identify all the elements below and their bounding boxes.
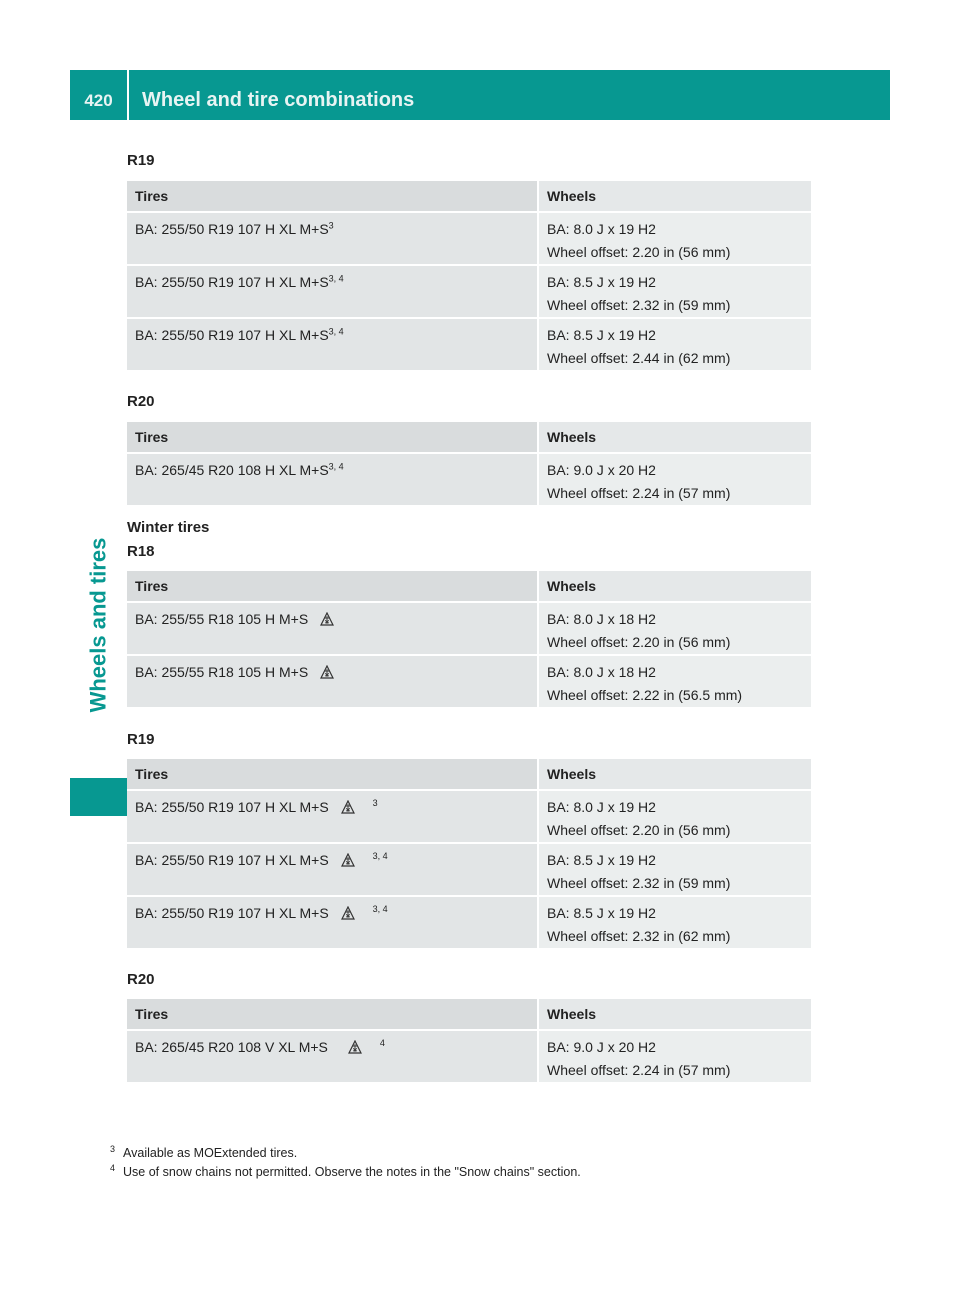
wheel-cell: BA: 9.0 J x 20 H2 Wheel offset: 2.24 in (57 mm) bbox=[537, 1031, 811, 1082]
table-row bbox=[127, 791, 811, 844]
section-heading-r19: R19 bbox=[127, 152, 155, 169]
wheel-cell: BA: 8.0 J x 19 H2 Wheel offset: 2.20 in (56 mm) bbox=[537, 791, 811, 844]
table-row bbox=[127, 266, 811, 319]
col-header-wheels: Wheels bbox=[537, 999, 811, 1031]
tire-cell: BA: 255/50 R19 107 H XL $M+S^3$ bbox=[127, 213, 537, 266]
wheel-cell: BA: 8.5 J x 19 H2 Wheel offset: 2.32 in (59 mm) bbox=[537, 844, 811, 897]
section-heading-r19-winter: R19 bbox=[127, 731, 155, 748]
col-header-wheels: Wheels bbox=[537, 422, 811, 454]
side-section-text: Wheels and tires bbox=[85, 537, 111, 713]
tire-cell: BA: 265/45 R20 108 H XL $M+S^{3, 4}$ bbox=[127, 454, 537, 505]
table-r18-winter bbox=[127, 571, 811, 707]
table-r20-winter bbox=[127, 999, 811, 1082]
tire-cell: BA: 265/45 R20 108 V XL M+S $^4$ bbox=[127, 1031, 537, 1082]
snowflake-mountain-icon bbox=[341, 853, 355, 867]
col-header-tires: Tires bbox=[127, 759, 537, 791]
wheel-cell: BA: 8.5 J x 19 H2 Wheel offset: 2.44 in (62 mm) bbox=[537, 319, 811, 370]
col-header-wheels: Wheels bbox=[537, 571, 811, 603]
section-heading-r18-winter: R18 bbox=[127, 543, 155, 560]
tire-cell: BA: 255/50 R19 107 H XL $M+S^{3, 4}$ bbox=[127, 266, 537, 319]
table-row bbox=[127, 656, 811, 707]
table-row bbox=[127, 897, 811, 948]
col-header-tires: Tires bbox=[127, 999, 537, 1031]
tire-cell: BA: 255/50 R19 107 H XL M+S $^3$ bbox=[127, 791, 537, 844]
side-section-label bbox=[70, 480, 127, 770]
wheel-cell: BA: 8.5 J x 19 H2 Wheel offset: 2.32 in (62 mm) bbox=[537, 897, 811, 948]
table-r19 bbox=[127, 181, 811, 370]
footnote-3: $^3$ Available as MOExtended tires. bbox=[110, 1143, 298, 1160]
tire-cell: BA: 255/50 R19 107 H XL $M+S^{3, 4}$ bbox=[127, 319, 537, 370]
page-header bbox=[70, 70, 890, 120]
table-row bbox=[127, 213, 811, 266]
snowflake-mountain-icon bbox=[320, 612, 334, 626]
col-header-tires: Tires bbox=[127, 181, 537, 213]
table-r19-winter bbox=[127, 759, 811, 948]
wheel-cell: BA: 9.0 J x 20 H2 Wheel offset: 2.24 in (57 mm) bbox=[537, 454, 811, 505]
footnote-4: $^4$ Use of snow chains not permitted. Observe the notes in the "Snow chains" section. bbox=[110, 1162, 581, 1179]
table-row bbox=[127, 319, 811, 370]
section-heading-r20-winter: R20 bbox=[127, 971, 155, 988]
table-r20 bbox=[127, 422, 811, 505]
tire-cell: BA: 255/55 R18 105 H M+S bbox=[127, 656, 537, 707]
header-divider bbox=[127, 70, 129, 120]
table-row bbox=[127, 603, 811, 656]
snowflake-mountain-icon bbox=[348, 1040, 362, 1054]
col-header-tires: Tires bbox=[127, 422, 537, 454]
snowflake-mountain-icon bbox=[341, 906, 355, 920]
table-row bbox=[127, 844, 811, 897]
snowflake-mountain-icon bbox=[341, 800, 355, 814]
tire-cell: BA: 255/50 R19 107 H XL M+S $^{3, 4}$ bbox=[127, 844, 537, 897]
wheel-cell: BA: 8.5 J x 19 H2 Wheel offset: 2.32 in (59 mm) bbox=[537, 266, 811, 319]
wheel-cell: BA: 8.0 J x 18 H2 Wheel offset: 2.20 in (56 mm) bbox=[537, 603, 811, 656]
page-title: Wheel and tire combinations bbox=[142, 89, 415, 111]
col-header-tires: Tires bbox=[127, 571, 537, 603]
wheel-cell: BA: 8.0 J x 19 H2 Wheel offset: 2.20 in (56 mm) bbox=[537, 213, 811, 266]
tire-cell: BA: 255/55 R18 105 H M+S bbox=[127, 603, 537, 656]
wheel-cell: BA: 8.0 J x 18 H2 Wheel offset: 2.22 in (56.5 mm) bbox=[537, 656, 811, 707]
section-heading-r20: R20 bbox=[127, 393, 155, 410]
col-header-wheels: Wheels bbox=[537, 759, 811, 791]
table-row bbox=[127, 454, 811, 505]
side-tab-marker bbox=[70, 778, 127, 816]
snowflake-mountain-icon bbox=[320, 665, 334, 679]
col-header-wheels: Wheels bbox=[537, 181, 811, 213]
winter-tires-heading: Winter tires bbox=[127, 519, 210, 536]
page-number: 420 bbox=[84, 91, 113, 110]
tire-cell: BA: 255/50 R19 107 H XL M+S $^{3, 4}$ bbox=[127, 897, 537, 948]
table-row bbox=[127, 1031, 811, 1082]
